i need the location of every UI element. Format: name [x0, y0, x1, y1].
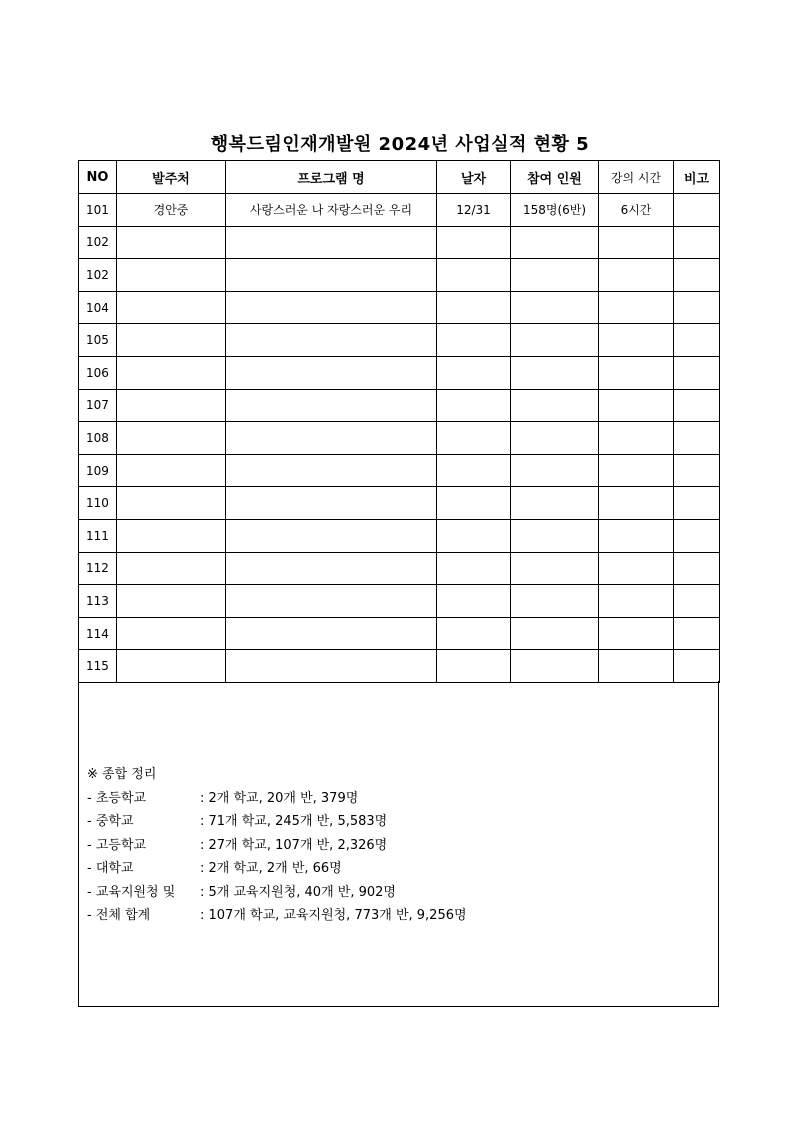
table-row [79, 356, 720, 389]
row-no: 113 [79, 585, 117, 618]
row-remarks [674, 454, 720, 487]
summary-item-value: : 5개 교육지원청, 40개 반, 902명 [200, 884, 396, 900]
summary-item [87, 834, 467, 858]
row-hours [599, 617, 674, 650]
summary-item [87, 787, 467, 811]
row-participants [511, 324, 599, 357]
table-row [79, 226, 720, 259]
table-row [79, 291, 720, 324]
row-remarks [674, 324, 720, 357]
row-no: 114 [79, 617, 117, 650]
row-client [117, 519, 226, 552]
row-date [437, 585, 511, 618]
summary-item-label: - 고등학교 [87, 837, 147, 853]
table-row [79, 650, 720, 683]
row-remarks [674, 519, 720, 552]
row-date [437, 617, 511, 650]
table-row [79, 519, 720, 552]
row-client [117, 650, 226, 683]
table-row [79, 454, 720, 487]
row-program [226, 585, 437, 618]
row-participants [511, 552, 599, 585]
header-program-name: 프로그램 명 [226, 161, 437, 194]
row-participants [511, 422, 599, 455]
row-date [437, 519, 511, 552]
summary-item-label: - 대학교 [87, 861, 134, 876]
row-hours [599, 226, 674, 259]
row-no: 105 [79, 324, 117, 357]
row-program [226, 487, 437, 520]
row-program [226, 259, 437, 292]
row-program [226, 324, 437, 357]
row-client [117, 356, 226, 389]
row-hours [599, 585, 674, 618]
row-no: 107 [79, 389, 117, 422]
table-row [79, 552, 720, 585]
row-program [226, 650, 437, 683]
row-remarks [674, 487, 720, 520]
row-participants [511, 291, 599, 324]
summary-item-value: : 2개 학교, 2개 반, 66명 [200, 861, 342, 876]
row-hours [599, 356, 674, 389]
table-row [79, 194, 720, 227]
row-hours [599, 422, 674, 455]
row-participants [511, 259, 599, 292]
row-date [437, 291, 511, 324]
row-client: 경안중 [117, 194, 226, 227]
row-hours [599, 389, 674, 422]
row-date: 12/31 [437, 194, 511, 227]
summary-item-value: : 107개 학교, 교육지원청, 773개 반, 9,256명 [200, 908, 467, 923]
row-program [226, 356, 437, 389]
row-remarks [674, 226, 720, 259]
row-client [117, 487, 226, 520]
row-client [117, 585, 226, 618]
table-row [79, 259, 720, 292]
row-date [437, 226, 511, 259]
row-client [117, 389, 226, 422]
row-participants [511, 650, 599, 683]
row-no: 115 [79, 650, 117, 683]
row-participants [511, 585, 599, 618]
row-no: 110 [79, 487, 117, 520]
row-remarks [674, 389, 720, 422]
summary-item-label: - 전체 합계 [87, 908, 151, 923]
row-client [117, 291, 226, 324]
summary-item [87, 810, 467, 834]
row-program [226, 519, 437, 552]
summary-item-label: - 초등학교 [87, 790, 147, 806]
summary-box [78, 681, 719, 1007]
row-participants [511, 226, 599, 259]
row-participants [511, 617, 599, 650]
row-hours [599, 552, 674, 585]
row-program [226, 617, 437, 650]
row-client [117, 552, 226, 585]
table-row [79, 617, 720, 650]
row-program [226, 226, 437, 259]
row-program: 사랑스러운 나 자랑스러운 우리 [226, 194, 437, 227]
table-row [79, 487, 720, 520]
row-remarks [674, 356, 720, 389]
row-participants [511, 389, 599, 422]
row-date [437, 650, 511, 683]
row-no: 102 [79, 226, 117, 259]
summary-item-value: : 2개 학교, 20개 반, 379명 [200, 790, 359, 806]
row-client [117, 226, 226, 259]
row-hours [599, 324, 674, 357]
summary-item-value: : 71개 학교, 245개 반, 5,583명 [200, 814, 388, 829]
row-date [437, 324, 511, 357]
row-program [226, 552, 437, 585]
row-hours [599, 291, 674, 324]
header-lecture-hours: 강의 시간 [599, 161, 674, 194]
row-no: 102 [79, 259, 117, 292]
row-remarks [674, 617, 720, 650]
summary-item-value: : 27개 학교, 107개 반, 2,326명 [200, 837, 388, 853]
table-row [79, 324, 720, 357]
header-remarks: 비고 [674, 161, 720, 194]
row-program [226, 422, 437, 455]
summary-item [87, 904, 467, 928]
table-row [79, 585, 720, 618]
row-date [437, 356, 511, 389]
row-participants: 158명(6반) [511, 194, 599, 227]
row-no: 108 [79, 422, 117, 455]
row-no: 109 [79, 454, 117, 487]
summary-item [87, 881, 467, 905]
performance-table [78, 160, 720, 683]
row-no: 101 [79, 194, 117, 227]
row-hours [599, 519, 674, 552]
header-no: NO [79, 161, 117, 194]
row-date [437, 389, 511, 422]
row-remarks [674, 291, 720, 324]
table-row [79, 422, 720, 455]
row-client [117, 422, 226, 455]
row-hours: 6시간 [599, 194, 674, 227]
row-remarks [674, 650, 720, 683]
row-no: 111 [79, 519, 117, 552]
row-participants [511, 519, 599, 552]
row-client [117, 454, 226, 487]
row-hours [599, 259, 674, 292]
row-date [437, 454, 511, 487]
row-hours [599, 650, 674, 683]
row-remarks [674, 194, 720, 227]
header-participants: 참여 인원 [511, 161, 599, 194]
summary-item [87, 857, 467, 881]
summary-heading: ※ 종합 정리 [87, 767, 157, 782]
header-date: 날자 [437, 161, 511, 194]
row-program [226, 291, 437, 324]
summary-item-label: - 교육지원청 및 [87, 884, 176, 900]
row-client [117, 324, 226, 357]
row-remarks [674, 259, 720, 292]
row-date [437, 422, 511, 455]
row-hours [599, 454, 674, 487]
table-header-row [79, 161, 720, 194]
page-title: 행복드림인재개발원 2024년 사업실적 현황 5 [210, 134, 590, 155]
row-date [437, 259, 511, 292]
summary-item-label: - 중학교 [87, 814, 134, 829]
row-remarks [674, 422, 720, 455]
row-date [437, 487, 511, 520]
row-program [226, 454, 437, 487]
summary-lines [87, 763, 467, 928]
row-remarks [674, 552, 720, 585]
row-participants [511, 487, 599, 520]
row-no: 106 [79, 356, 117, 389]
row-hours [599, 487, 674, 520]
row-participants [511, 454, 599, 487]
header-client: 발주처 [117, 161, 226, 194]
row-client [117, 617, 226, 650]
row-program [226, 389, 437, 422]
row-no: 104 [79, 291, 117, 324]
row-date [437, 552, 511, 585]
row-client [117, 259, 226, 292]
row-remarks [674, 585, 720, 618]
row-participants [511, 356, 599, 389]
row-no: 112 [79, 552, 117, 585]
table-row [79, 389, 720, 422]
